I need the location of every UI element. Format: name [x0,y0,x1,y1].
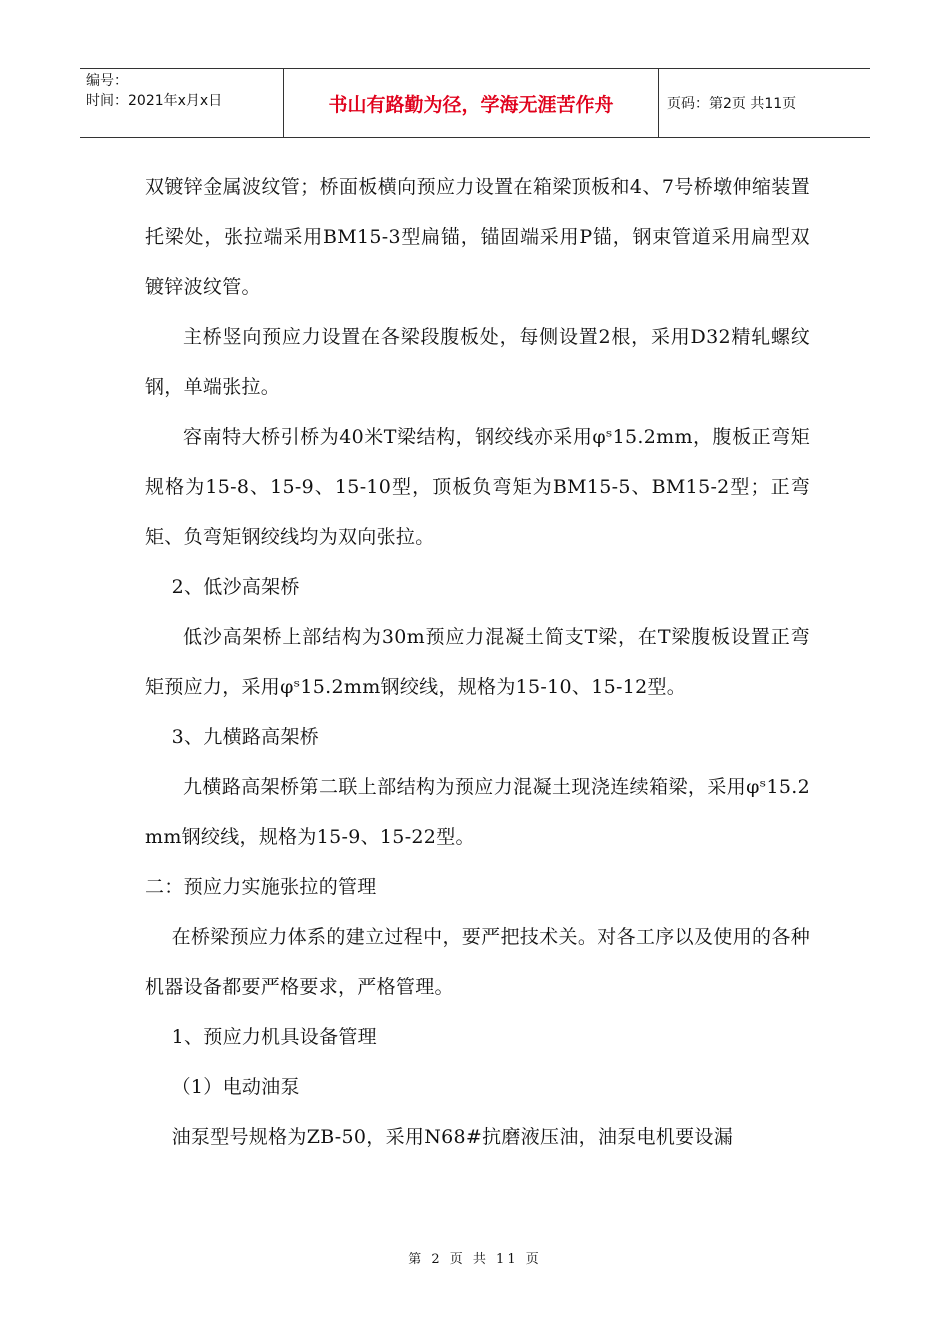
section-heading: 1、预应力机具设备管理 [171,1026,377,1048]
number-label: 编号： [86,73,128,89]
section-heading: 2、低沙高架桥 [171,576,300,598]
paragraph: 低沙高架桥上部结构为30m预应力混凝土简支T梁，在T梁腹板设置正弯矩预应力，采用φˢ15.2mm钢绞线，规格为15-10、15-12型。 [145,626,810,698]
page-footer: 第 2 页 共 11 页 [408,1252,542,1267]
subsection-heading: （1）电动油泵 [171,1076,300,1098]
document-body [145,162,810,1162]
paragraph: 在桥梁预应力体系的建立过程中，要严把技术关。对各工序以及使用的各种机器设备都要严格要求，严格管理。 [145,926,810,998]
paragraph: 油泵型号规格为ZB-50，采用N68#抗磨液压油，油泵电机要设漏 [171,1126,734,1148]
paragraph-continuation: 双镀锌金属波纹管；桥面板横向预应力设置在箱梁顶板和4、7号桥墩伸缩装置托梁处，张拉端采用BM15-3型扁锚，锚固端采用P锚，钢束管道采用扁型双镀锌波纹管。 [145,176,810,298]
header-motto: 书山有路勤为径，学海无涯苦作舟 [283,69,659,137]
section-heading: 3、九横路高架桥 [171,726,320,748]
time-label: 时间：2021年x月x日 [86,93,223,109]
header-meta [80,69,283,137]
paragraph: 主桥竖向预应力设置在各梁段腹板处，每侧设置2根，采用D32精轧螺纹钢，单端张拉。 [145,326,810,398]
chapter-heading: 二：预应力实施张拉的管理 [145,876,377,898]
document-header [80,68,870,138]
page-indicator: 页码：第2页 共11页 [667,96,797,112]
paragraph: 容南特大桥引桥为40米T梁结构，钢绞线亦采用φˢ15.2mm，腹板正弯矩规格为15-8、15-9、15-10型，顶板负弯矩为BM15-5、BM15-2型；正弯矩、负弯矩钢绞线均为双向张拉。 [145,426,810,548]
paragraph: 九横路高架桥第二联上部结构为预应力混凝土现浇连续箱梁，采用φˢ15.2mm钢绞线，规格为15-9、15-22型。 [145,776,810,848]
